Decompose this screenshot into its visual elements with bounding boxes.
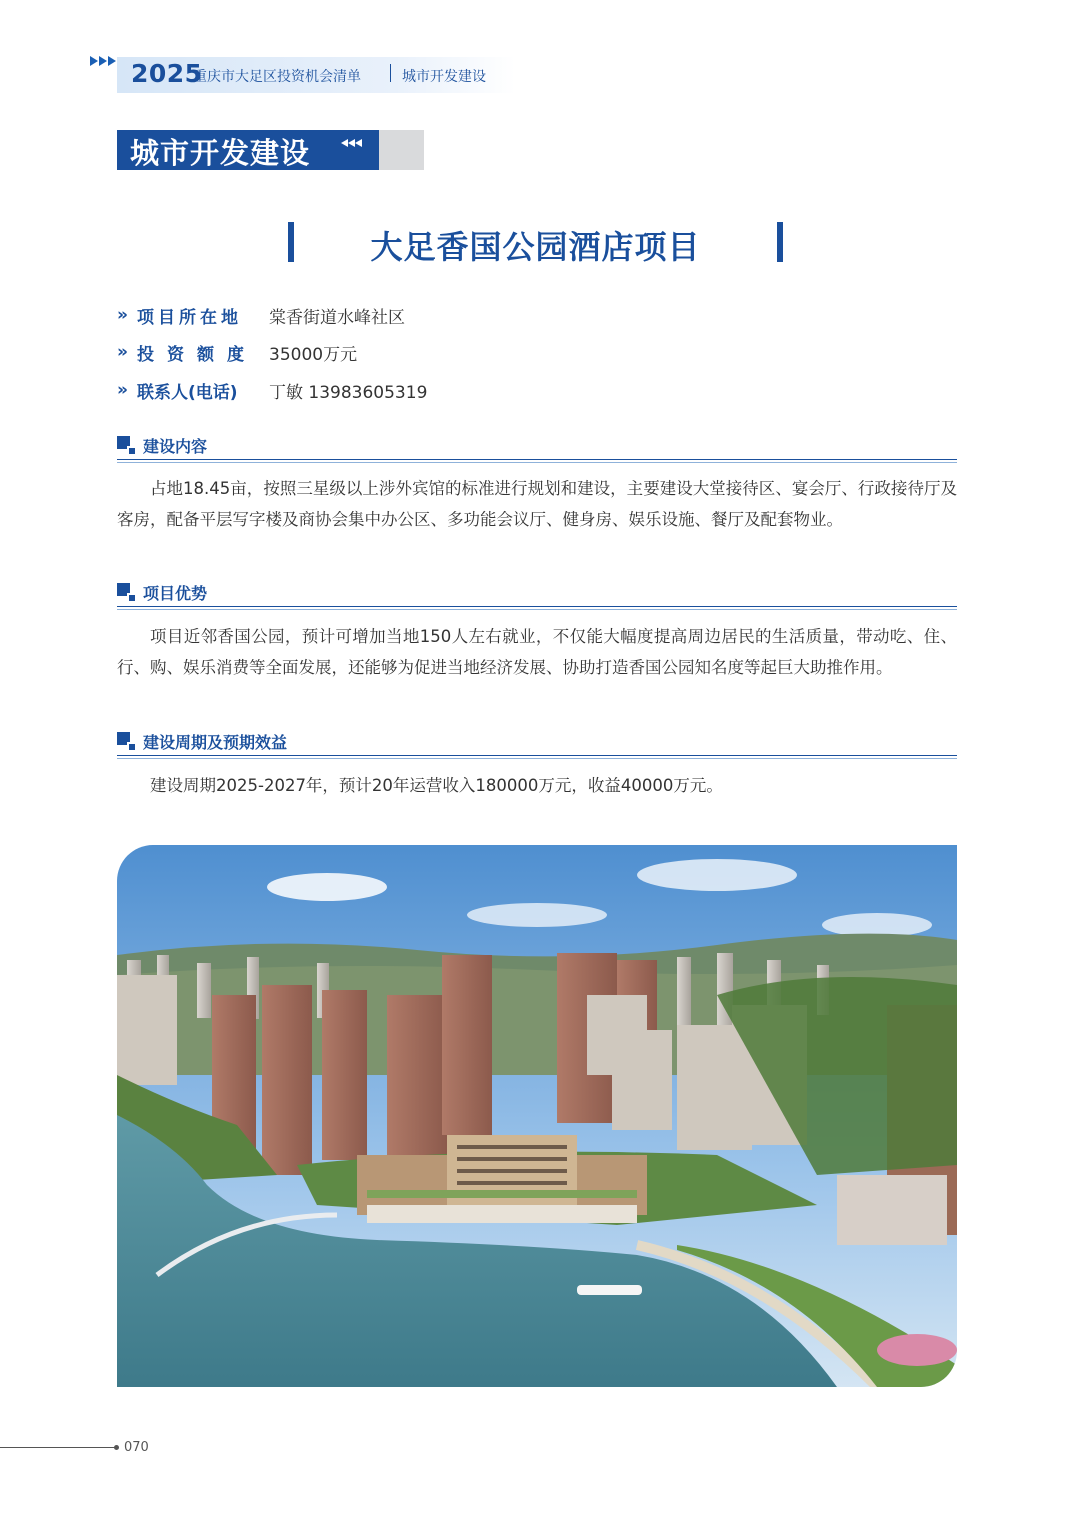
footer-dot <box>114 1445 119 1450</box>
section-header-period <box>117 730 957 754</box>
chevron-right-icon: » <box>117 305 128 325</box>
header-arrows-icon <box>90 56 116 66</box>
chevron-right-icon: » <box>117 380 128 400</box>
advantage-text: 项目近邻香国公园，预计可增加当地150人左右就业，不仅能大幅度提高周边居民的生活质量，带动吃、住、行、购、娱乐消费等全面发展，还能够为促进当地经济发展、协助打造香国公园知名度等起巨大助推作用。 <box>117 627 957 677</box>
page-number: 070 <box>124 1440 149 1455</box>
info-label: 联系人(电话) <box>137 382 238 403</box>
info-label: 投资额度 <box>137 344 257 365</box>
section-title: 建设周期及预期效益 <box>143 733 288 752</box>
section-header-advantage <box>117 581 957 605</box>
title-bar-right <box>777 222 783 262</box>
header-subtitle: 重庆市大足区投资机会清单 <box>193 69 361 85</box>
square-bullet-icon <box>117 732 137 752</box>
info-value: 丁敏 13983605319 <box>269 382 428 403</box>
banner-arrows-icon <box>341 139 362 147</box>
header-divider <box>390 64 391 82</box>
info-row-contact <box>117 378 427 402</box>
project-title: 大足香国公园酒店项目 <box>370 228 701 266</box>
info-label: 项目所在地 <box>137 307 242 328</box>
info-value: 棠香街道水峰社区 <box>269 307 405 328</box>
period-text: 建设周期2025-2027年，预计20年运营收入180000万元，收益40000万元。 <box>150 776 723 795</box>
header-year: 2025 <box>131 59 203 88</box>
section-banner-title: 城市开发建设 <box>130 136 311 170</box>
square-bullet-icon <box>117 583 137 603</box>
section-header-construction <box>117 434 957 458</box>
info-row-location <box>117 303 405 327</box>
section-title: 建设内容 <box>143 437 208 456</box>
aerial-photo <box>117 845 957 1387</box>
info-row-investment <box>117 340 357 364</box>
footer-line <box>0 1447 116 1448</box>
construction-text: 占地18.45亩，按照三星级以上涉外宾馆的标准进行规划和建设，主要建设大堂接待区、宴会厅、行政接待厅及客房，配备平层写字楼及商协会集中办公区、多功能会议厅、健身房、娱乐设施、餐厅及配套物业。 <box>117 479 957 529</box>
header-category: 城市开发建设 <box>402 69 486 85</box>
info-value: 35000万元 <box>269 344 358 365</box>
chevron-right-icon: » <box>117 342 128 362</box>
square-bullet-icon <box>117 436 137 456</box>
section-title: 项目优势 <box>143 584 208 603</box>
